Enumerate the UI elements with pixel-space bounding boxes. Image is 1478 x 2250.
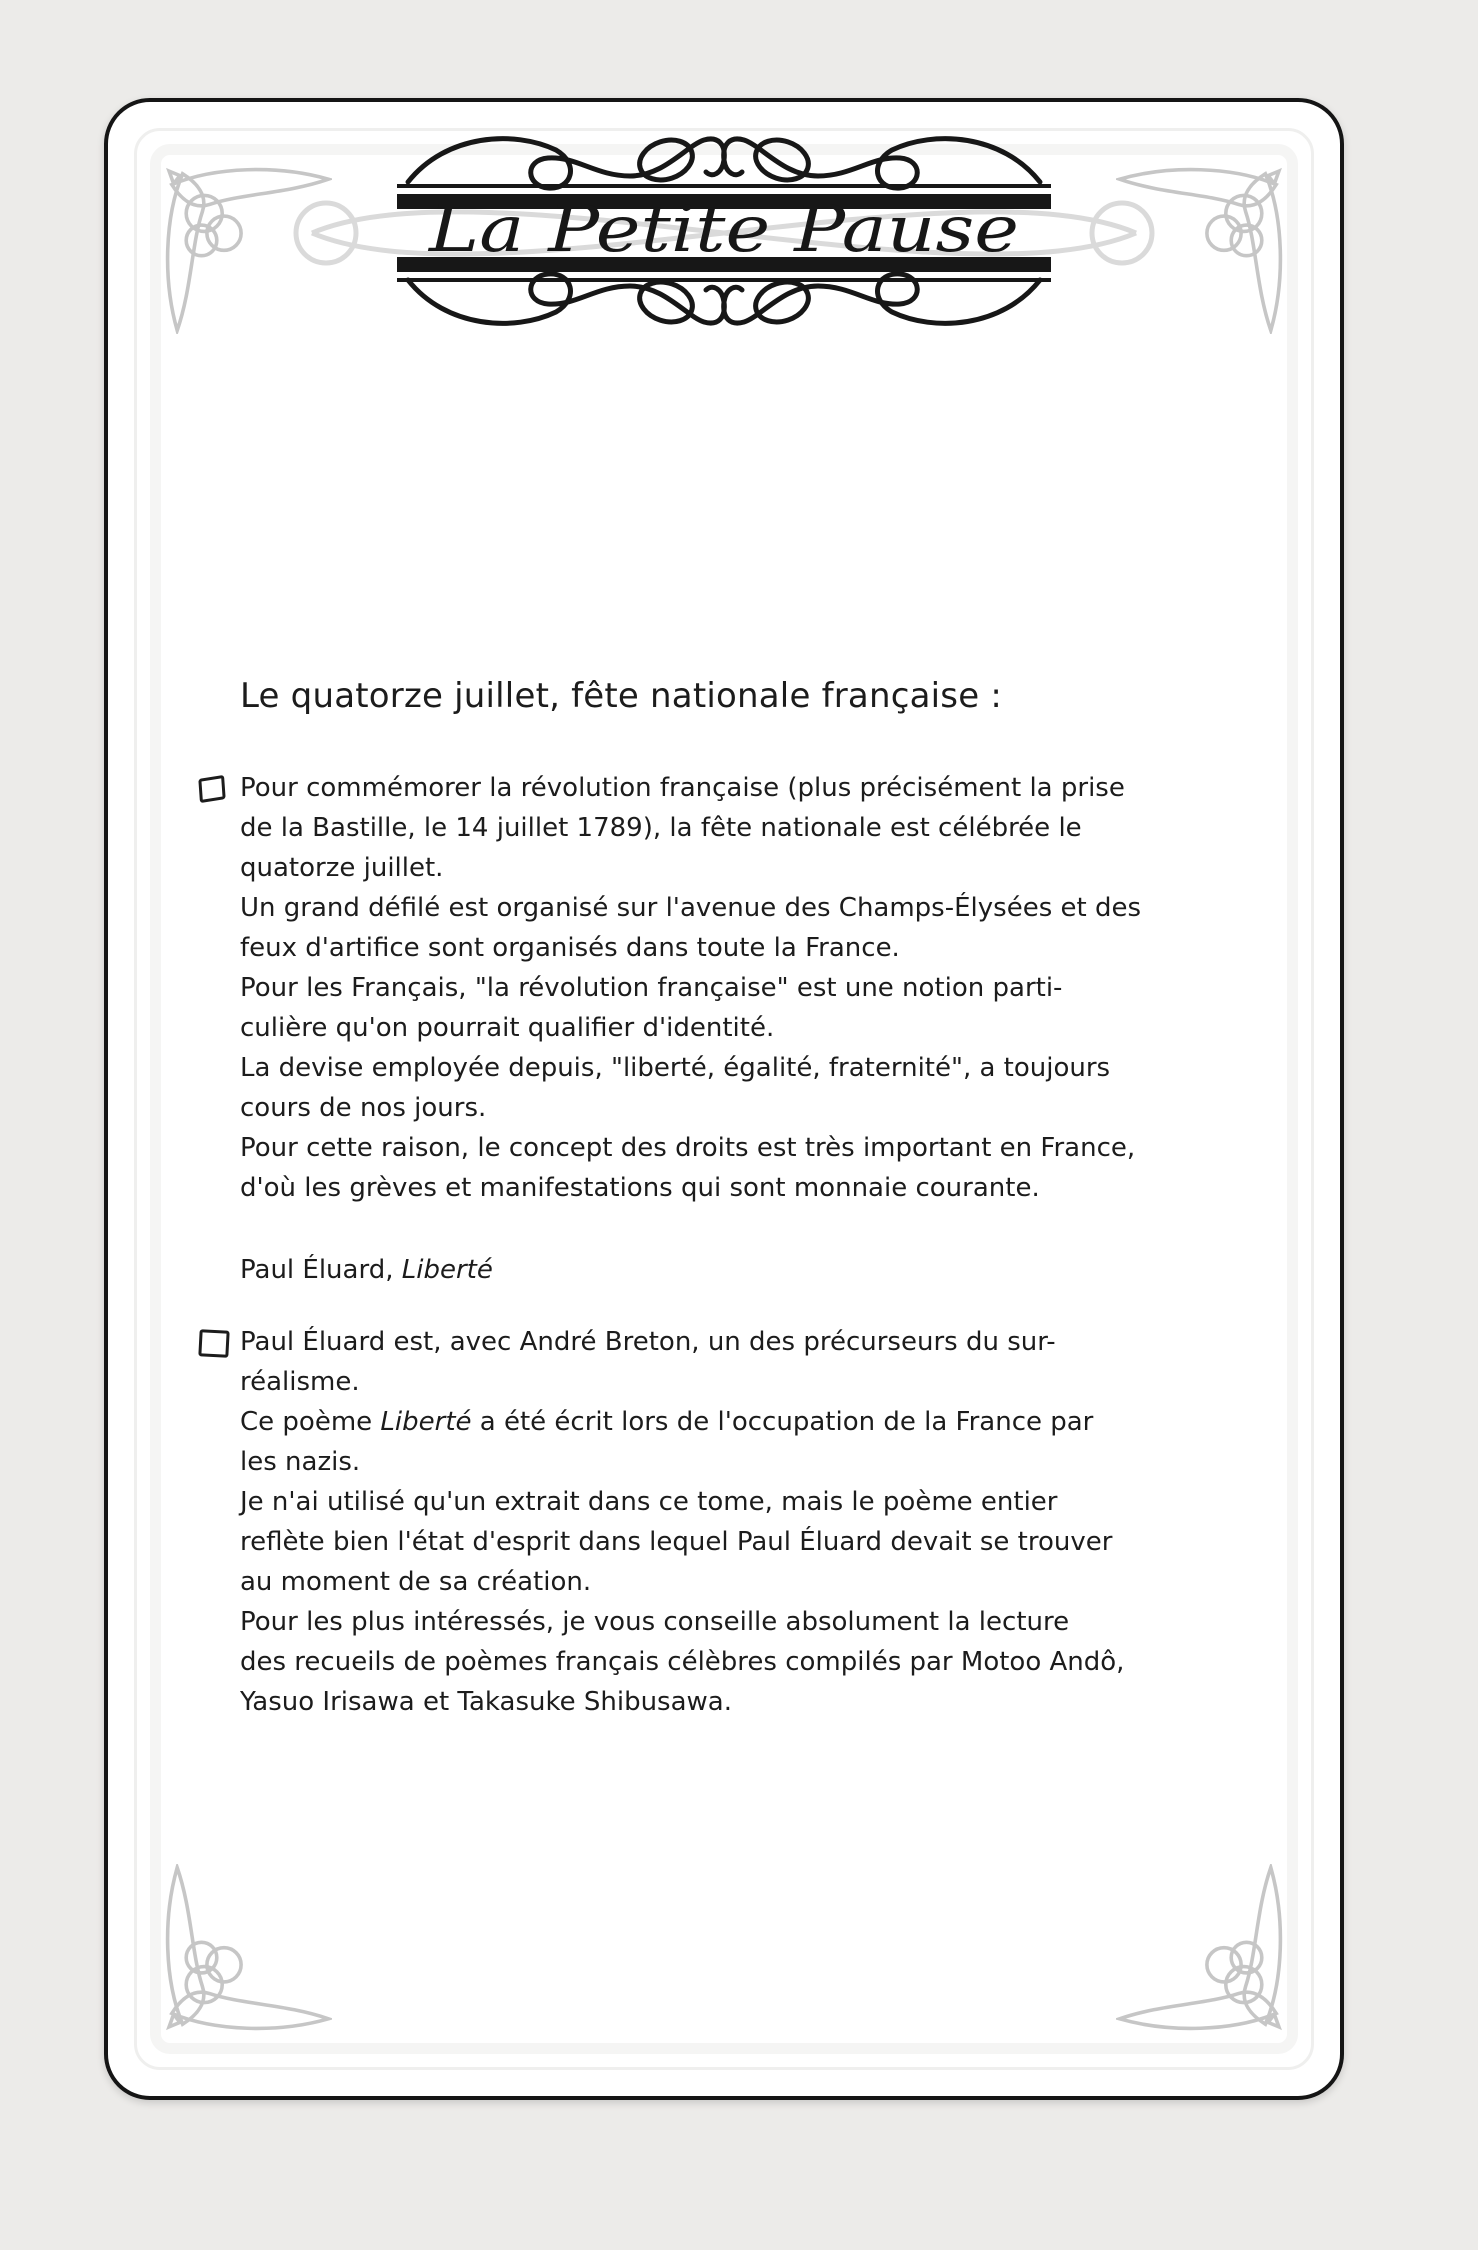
poem-title-inline: Liberté (380, 1407, 472, 1437)
text-line: Un grand défilé est organisé sur l'avenue des Champs-Élysées et des (240, 893, 1141, 923)
text-line: de la Bastille, le 14 juillet 1789), la fête nationale est célébrée le (240, 813, 1082, 843)
poem-reference (240, 1250, 1254, 1290)
article-title: Le quatorze juillet, fête nationale française : (240, 676, 1002, 716)
text-line: cours de nos jours. (240, 1093, 487, 1123)
corner-flourish-ornament (1116, 1864, 1296, 2044)
bullet2-intro-lines (240, 1322, 1254, 1402)
calligraphic-flourish (408, 134, 1040, 189)
la-petite-pause-logo (194, 130, 1254, 336)
article-content (240, 674, 1254, 1722)
text-line: reflète bien l'état d'esprit dans lequel Paul Éluard devait se trouver (240, 1527, 1113, 1557)
line-suffix: a été écrit lors de l'occupation de la France par (471, 1407, 1094, 1437)
corner-flourish-ornament (152, 1864, 332, 2044)
bullet-section-bastille-day (240, 768, 1254, 1208)
bullet2-rest-lines (240, 1442, 1254, 1722)
line-prefix: Ce poème (240, 1407, 381, 1437)
poem-title: Liberté (401, 1255, 493, 1285)
text-line: Pour cette raison, le concept des droits est très important en France, (240, 1133, 1136, 1163)
page-card (104, 98, 1344, 2100)
square-bullet-icon (198, 775, 225, 803)
square-bullet-icon (198, 1329, 229, 1358)
text-line: Yasuo Irisawa et Takasuke Shibusawa. (240, 1687, 732, 1717)
text-line: Je n'ai utilisé qu'un extrait dans ce tome, mais le poème entier (240, 1487, 1058, 1517)
bullet-section-paul-eluard (240, 1322, 1254, 1722)
text-line: des recueils de poèmes français célèbres compilés par Motoo Andô, (240, 1647, 1125, 1677)
text-line: Pour les Français, "la révolution française" est une notion parti- (240, 973, 1063, 1003)
logo-title: La Petite Pause (427, 193, 1019, 267)
text-line: les nazis. (240, 1447, 361, 1477)
text-line: Pour commémorer la révolution française (plus précisément la prise (240, 773, 1125, 803)
text-line: culière qu'on pourrait qualifier d'identité. (240, 1013, 775, 1043)
text-line: au moment de sa création. (240, 1567, 592, 1597)
text-line: d'où les grèves et manifestations qui sont monnaie courante. (240, 1173, 1040, 1203)
poem-author: Paul Éluard, (240, 1255, 402, 1285)
text-line: La devise employée depuis, "liberté, égalité, fraternité", a toujours (240, 1053, 1111, 1083)
bullet1-lines (240, 768, 1254, 1208)
text-line: Paul Éluard est, avec André Breton, un des précurseurs du sur- (240, 1327, 1056, 1357)
text-line: réalisme. (240, 1367, 360, 1397)
text-line: Pour les plus intéressés, je vous conseille absolument la lecture (240, 1607, 1070, 1637)
bullet2-italic-line (240, 1402, 1254, 1442)
text-line: feux d'artifice sont organisés dans toute la France. (240, 933, 900, 963)
calligraphic-flourish (408, 274, 1040, 329)
text-line: quatorze juillet. (240, 853, 444, 883)
